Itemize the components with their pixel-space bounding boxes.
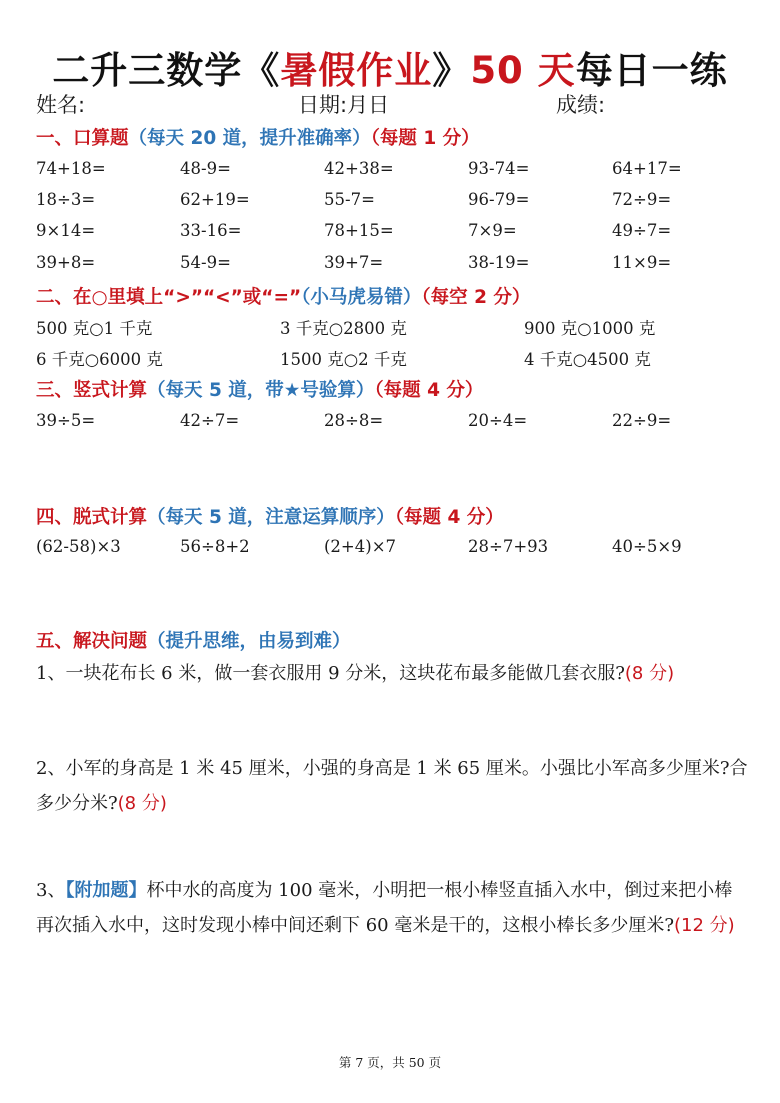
student-info-row <box>36 89 746 121</box>
oral-problem-item: 72÷9= <box>612 190 672 209</box>
problem-points: (8 分) <box>624 663 675 684</box>
section-compare-heading <box>36 283 530 309</box>
problem-points: (8 分) <box>117 793 167 814</box>
day-label: 日 <box>368 93 390 117</box>
section-number: 二、 <box>36 287 74 308</box>
oral-problem-item: 38-19= <box>468 253 530 272</box>
page-title <box>0 40 780 94</box>
stepwise-problem-row <box>0 537 780 567</box>
title-text: 》 <box>432 49 471 92</box>
problem-text: 1、一块花布长 6 米，做一套衣服用 9 分米，这块花布最多能做几套衣服? <box>36 663 625 684</box>
word-problem-3 <box>36 873 748 943</box>
oral-problem-item: 54-9= <box>180 253 231 272</box>
compare-problem-item: 900 克○1000 克 <box>524 319 656 338</box>
compare-problem-item: 500 克○1 千克 <box>36 319 153 338</box>
section-number: 三、 <box>36 380 74 401</box>
title-text: 每日一练 <box>575 49 728 92</box>
oral-problem-item: 42+38= <box>324 159 394 178</box>
problem-text: 2、小军的身高是 1 米 45 厘米，小强的身高是 1 米 65 厘米。小强比小军高多少厘米?合多少分米? <box>36 758 748 814</box>
oral-problem-item: 39+8= <box>36 253 96 272</box>
score-field[interactable] <box>556 89 605 119</box>
stepwise-problem-item: 40÷5×9 <box>612 537 682 556</box>
page-footer <box>0 1053 780 1071</box>
oral-problem-item: 64+17= <box>612 159 682 178</box>
page-number: 第 7 页，共 50 页 <box>338 1055 442 1070</box>
oral-problem-row <box>0 221 780 251</box>
compare-problem-item: 1500 克○2 千克 <box>280 350 407 369</box>
section-name: 解决问题 <box>73 631 148 652</box>
vertical-problem-item: 42÷7= <box>180 411 240 430</box>
oral-problem-item: 49÷7= <box>612 221 672 240</box>
word-problem-2 <box>36 751 748 821</box>
section-name: 竖式计算 <box>73 380 148 401</box>
oral-problem-item: 78+15= <box>324 221 394 240</box>
oral-problem-item: 96-79= <box>468 190 530 209</box>
section-name: 在○里填上“>”“<”或“=” <box>73 287 302 308</box>
name-field[interactable] <box>36 89 85 119</box>
month-label: 月 <box>347 93 369 117</box>
vertical-problem-item: 22÷9= <box>612 411 672 430</box>
date-field[interactable] <box>298 89 389 119</box>
oral-problem-item: 48-9= <box>180 159 231 178</box>
section-name: 口算题 <box>73 128 129 149</box>
section-note: （每天 5 道，带★号验算） <box>147 380 375 401</box>
section-number: 四、 <box>36 507 74 528</box>
problem-points: (12 分) <box>674 915 735 936</box>
oral-problem-row <box>0 190 780 220</box>
section-oral-heading <box>36 124 480 150</box>
stepwise-problem-item: (62-58)×3 <box>36 537 121 556</box>
section-note: （提升思维，由易到难） <box>147 631 351 652</box>
vertical-problem-row <box>0 411 780 441</box>
section-points: （每题 4 分） <box>394 507 504 528</box>
score-label: 成绩: <box>556 93 606 117</box>
section-points: （每空 2 分） <box>421 287 531 308</box>
oral-problem-row <box>0 159 780 189</box>
oral-problem-item: 7×9= <box>468 221 517 240</box>
section-note: （每天 5 道，注意运算顺序） <box>147 507 395 528</box>
vertical-problem-item: 28÷8= <box>324 411 384 430</box>
problem-text: 杯中水的高度为 100 毫米，小明把一根小棒竖直插入水中，倒过来把小棒再次插入水中，这时发现小棒中间还剩下 60 毫米是干的，这根小棒长多少厘米? <box>36 880 733 936</box>
stepwise-problem-item: (2+4)×7 <box>324 537 397 556</box>
title-days: 50 天 <box>470 49 576 92</box>
section-name: 脱式计算 <box>73 507 148 528</box>
word-problem-1 <box>36 656 748 691</box>
section-number: 五、 <box>36 631 74 652</box>
section-number: 一、 <box>36 128 74 149</box>
section-stepwise-heading <box>36 503 504 529</box>
title-highlight: 暑假作业 <box>280 49 433 92</box>
vertical-problem-item: 39÷5= <box>36 411 96 430</box>
oral-problem-item: 62+19= <box>180 190 250 209</box>
vertical-problem-item: 20÷4= <box>468 411 528 430</box>
section-word-problems-heading <box>36 627 351 653</box>
stepwise-problem-item: 56÷8+2 <box>180 537 250 556</box>
section-points: （每题 1 分） <box>370 128 480 149</box>
section-points: （每题 4 分） <box>374 380 484 401</box>
section-note: （小马虎易错） <box>301 287 422 308</box>
oral-problem-item: 55-7= <box>324 190 375 209</box>
oral-problem-item: 74+18= <box>36 159 106 178</box>
compare-problem-row <box>0 315 780 345</box>
oral-problem-row <box>0 253 780 283</box>
bonus-tag: 【附加题】 <box>65 880 147 901</box>
date-label: 日期: <box>298 93 348 117</box>
section-vertical-heading <box>36 376 483 402</box>
oral-problem-item: 39+7= <box>324 253 384 272</box>
oral-problem-item: 93-74= <box>468 159 530 178</box>
problem-number: 3、 <box>36 880 66 901</box>
oral-problem-item: 11×9= <box>612 253 672 272</box>
section-note: （每天 20 道，提升准确率） <box>128 128 371 149</box>
compare-problem-item: 3 千克○2800 克 <box>280 319 407 338</box>
oral-problem-item: 33-16= <box>180 221 242 240</box>
compare-problem-item: 6 千克○6000 克 <box>36 350 163 369</box>
compare-problem-item: 4 千克○4500 克 <box>524 350 651 369</box>
oral-problem-item: 9×14= <box>36 221 96 240</box>
name-label: 姓名: <box>36 93 86 117</box>
compare-problem-row <box>0 346 780 376</box>
title-text: 二升三数学《 <box>52 49 281 92</box>
stepwise-problem-item: 28÷7+93 <box>468 537 549 556</box>
oral-problem-item: 18÷3= <box>36 190 96 209</box>
